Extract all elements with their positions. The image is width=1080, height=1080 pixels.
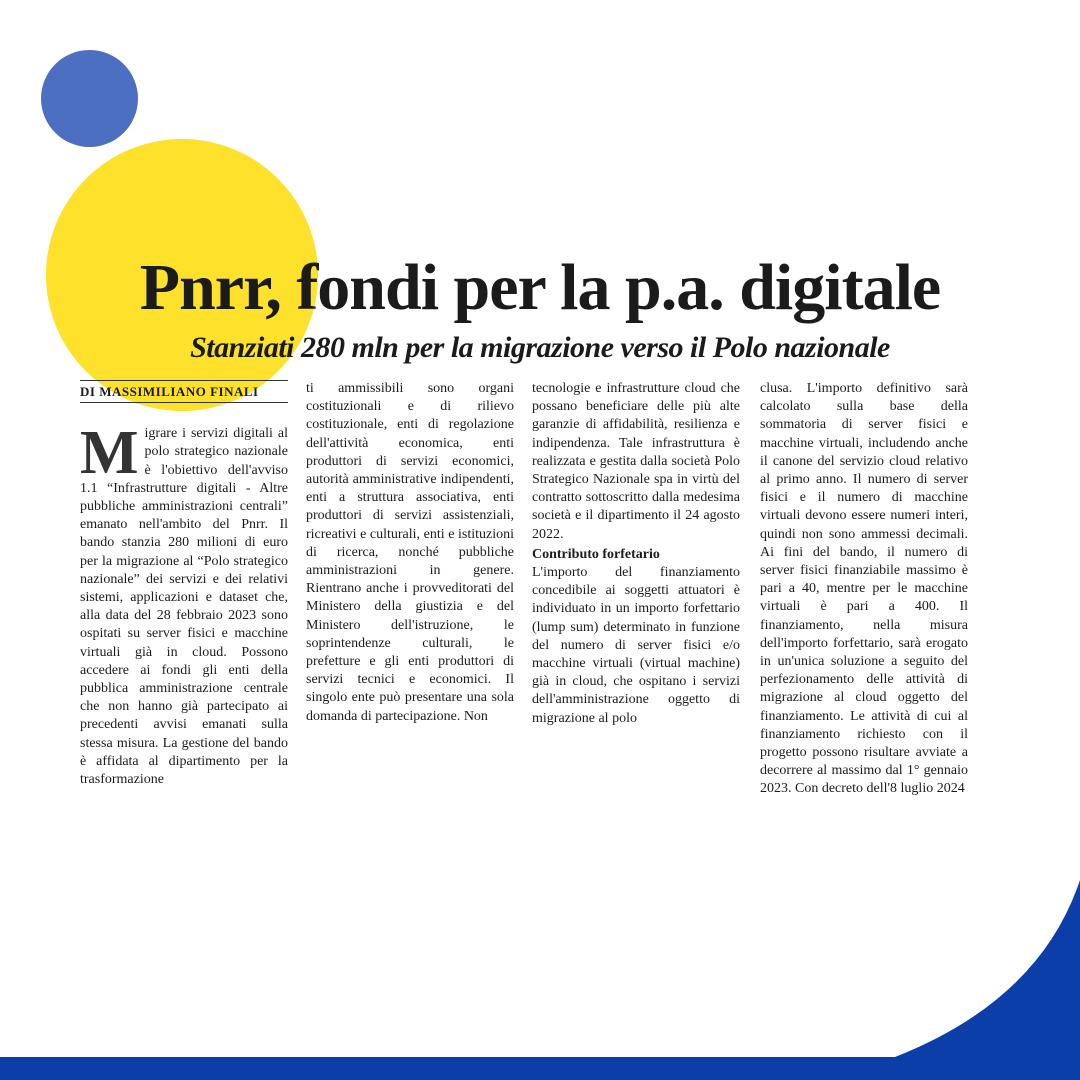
newspaper-clipping xyxy=(60,250,1020,795)
column-4-text: clusa. L'importo definitivo sarà calcolato sulla base della sommatoria di server fisici e macchine virtuali, includendo anche il canone del servizio cloud relativo al primo anno. Il numero di server fisici e il numero di macchine virtuali devono essere numeri interi, quindi non sono ammessi decimali. Ai fini del bando, il numero di server fisici finanziabile massimo è pari a 40, mentre per le macchine virtuali è pari a 400. Il finanziamento, nella misura dell'importo forfettario, sarà erogato in un'unica soluzione a seguito del perfezionamento delle attività di migrazione al cloud oggetto del finanziamento. Le attività di cui al finanziamento richiesto con il progetto possono risultare avviate a decorrere al massimo dal 1° gennaio 2023. Con decreto dell'8 luglio 2024 xyxy=(760,381,968,795)
article-column-1 xyxy=(80,380,288,795)
article-column-4 xyxy=(760,380,968,795)
decorative-blue-circle xyxy=(41,50,138,147)
section-subtitle: Contributo forfetario xyxy=(532,546,660,562)
article-column-2 xyxy=(306,380,514,795)
column-3-text-bottom: L'importo del finanziamento concedibile ai soggetti attuatori è individuato in un importo forfettario (lump sum) determinato in funzione del numero di server fisici e/o macchine virtuali (virtual machine) già in cloud, che ospitano i servizi dell'amministrazione oggetto di migrazione al polo xyxy=(532,565,740,726)
column-2-text: ti ammissibili sono organi costituzionali e di rilievo costituzionale, enti di regolazione dell'attività economica, enti produttori di servizi economici, autorità amministrative indipendenti, enti a struttura associativa, enti produttori di servizi assistenziali, ricreativi e culturali, enti e istituzioni di ricerca, nonché pubbliche amministrazioni in genere. Rientrano anche i provveditorati del Ministero della giustizia e del Ministero dell'istruzione, le soprintendenze culturali, le prefetture e gli enti produttori di servizi tecnici e economici. Il singolo ente può presentare una sola domanda di partecipazione. Non xyxy=(306,381,514,724)
column-1-text: igrare i servizi digitali al polo strategico nazionale è l'obiettivo dell'avviso 1.1 “Infrastrutture digitali - Altre pubbliche amministrazioni centrali” emanato nell'ambito del Pnrr. Il bando stanzia 280 milioni di euro per la migrazione al “Polo strategico nazionale” dei servizi e dei relativi sistemi, applicazioni e dataset che, alla data del 28 febbraio 2023 sono ospitati su server fisici e macchine virtuali già in cloud. Possono accedere ai fondi gli enti della pubblica amministrazione centrale che non hanno già partecipato ai precedenti avvisi emanati sulla stessa misura. La gestione del bando è affidata al dipartimento per la trasformazione xyxy=(80,426,288,788)
article-dropcap: M xyxy=(80,419,139,488)
column-3-text-top: tecnologie e infrastrutture cloud che possano beneficiare delle più alte garanzie di affidabilità, resilienza e indipendenza. Tale infrastruttura è realizzata e gestita dalla società Polo Strategico Nazionale spa in virtù del contratto sottoscritto dalla medesima società e il dipartimento il 24 agosto 2022. xyxy=(532,381,740,542)
article-column-3 xyxy=(532,380,740,795)
navy-wave-shape xyxy=(0,880,1080,1080)
article-headline: Pnrr, fondi per la p.a. digitale xyxy=(139,251,941,324)
article-byline: DI MASSIMILIANO FINALI xyxy=(80,380,288,403)
article-subheadline: Stanziati 280 mln per la migrazione verso il Polo nazionale xyxy=(190,331,890,364)
